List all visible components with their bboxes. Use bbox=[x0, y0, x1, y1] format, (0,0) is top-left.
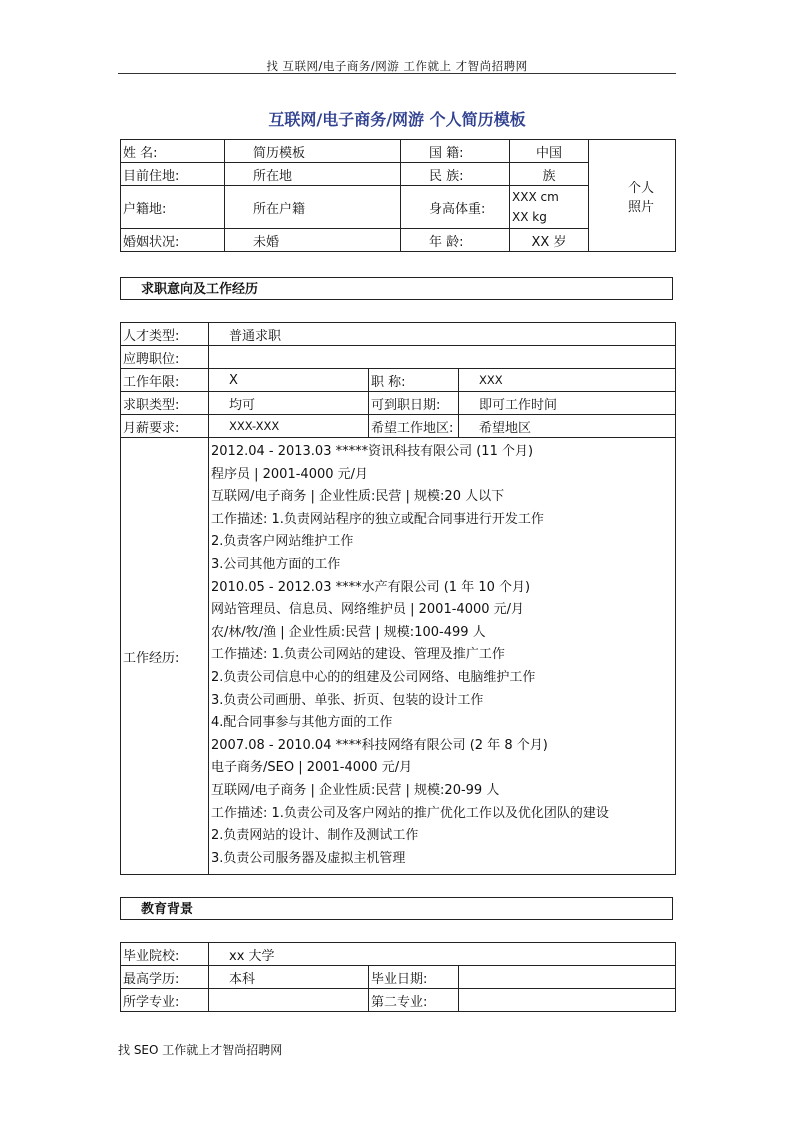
hukou-label: 户籍地: bbox=[121, 186, 225, 229]
job-type-value: 均可 bbox=[209, 392, 369, 415]
height-value: XXX cm bbox=[512, 190, 559, 204]
nationality-value: 中国 bbox=[510, 140, 589, 163]
experience-label: 工作经历: bbox=[121, 438, 209, 875]
position-value bbox=[209, 346, 676, 369]
experience-line: 4.配合同事参与其他方面的工作 bbox=[211, 715, 393, 731]
position-label: 应聘职位: bbox=[121, 346, 209, 369]
page-footer: 找 SEO 工作就上才智尚招聘网 bbox=[118, 1043, 283, 1057]
photo-label-line1: 个人 bbox=[627, 180, 654, 196]
ethnicity-value: 族 bbox=[510, 163, 589, 186]
marital-label: 婚姻状况: bbox=[121, 229, 225, 252]
name-value: 简历模板 bbox=[225, 140, 401, 163]
education-table bbox=[120, 942, 676, 1012]
experience-line: 2007.08 - 2010.04 ****科技网络有限公司 (2 年 8 个月) bbox=[211, 737, 548, 753]
residence-value: 所在地 bbox=[225, 163, 401, 186]
talent-type-label: 人才类型: bbox=[121, 323, 209, 346]
ethnicity-label: 民 族: bbox=[401, 163, 510, 186]
height-weight-value bbox=[510, 186, 589, 229]
school-label: 毕业院校: bbox=[121, 943, 209, 966]
major-value bbox=[209, 989, 369, 1012]
title-value: XXX bbox=[459, 369, 676, 392]
experience-line: 农/林/牧/渔 | 企业性质:民营 | 规模:100-499 人 bbox=[211, 624, 486, 640]
experience-line: 2010.05 - 2012.03 ****水产有限公司 (1 年 10 个月) bbox=[211, 579, 531, 595]
age-label: 年 龄: bbox=[401, 229, 510, 252]
residence-label: 目前住地: bbox=[121, 163, 225, 186]
weight-value: XX kg bbox=[512, 210, 547, 224]
experience-line: 工作描述: 1.负责公司网站的建设、管理及推广工作 bbox=[211, 647, 505, 663]
experience-lines bbox=[211, 441, 673, 870]
degree-value: 本科 bbox=[209, 966, 369, 989]
personal-info-table bbox=[120, 139, 676, 252]
experience-line: 网站管理员、信息员、网络维护员 | 2001-4000 元/月 bbox=[211, 602, 525, 618]
second-major-label: 第二专业: bbox=[369, 989, 459, 1012]
experience-line: 互联网/电子商务 | 企业性质:民营 | 规模:20 人以下 bbox=[211, 489, 505, 505]
years-label: 工作年限: bbox=[121, 369, 209, 392]
experience-content bbox=[209, 438, 676, 875]
page-header: 找 互联网/电子商务/网游 工作就上 才智尚招聘网 bbox=[266, 59, 528, 73]
experience-line: 2012.04 - 2013.03 *****资讯科技有限公司 (11 个月) bbox=[211, 444, 534, 459]
grad-date-label: 毕业日期: bbox=[369, 966, 459, 989]
experience-line: 电子商务/SEO | 2001-4000 元/月 bbox=[211, 760, 413, 776]
experience-line: 3.公司其他方面的工作 bbox=[211, 556, 341, 572]
experience-line: 2.负责客户网站维护工作 bbox=[211, 534, 354, 550]
talent-type-value: 普通求职 bbox=[209, 323, 676, 346]
photo-label-line2: 照片 bbox=[627, 199, 654, 215]
available-date-value: 即可工作时间 bbox=[459, 392, 676, 415]
job-intention-table bbox=[120, 322, 676, 875]
second-major-value bbox=[459, 989, 676, 1012]
major-label: 所学专业: bbox=[121, 989, 209, 1012]
school-value: xx 大学 bbox=[209, 943, 676, 966]
hukou-value: 所在户籍 bbox=[225, 186, 401, 229]
section-education-header: 教育背景 bbox=[120, 897, 673, 920]
title-label: 职 称: bbox=[369, 369, 459, 392]
age-value: XX 岁 bbox=[510, 229, 589, 252]
experience-line: 3.负责公司服务器及虚拟主机管理 bbox=[211, 850, 406, 866]
height-weight-label: 身高体重: bbox=[401, 186, 510, 229]
grad-date-value bbox=[459, 966, 676, 989]
experience-line: 程序员 | 2001-4000 元/月 bbox=[211, 466, 369, 482]
experience-line: 2.负责公司信息中心的的组建及公司网络、电脑维护工作 bbox=[211, 669, 536, 685]
section-job-intention-header: 求职意向及工作经历 bbox=[120, 277, 673, 300]
salary-label: 月薪要求: bbox=[121, 415, 209, 438]
available-date-label: 可到职日期: bbox=[369, 392, 459, 415]
photo-placeholder bbox=[589, 140, 676, 252]
name-label: 姓 名: bbox=[121, 140, 225, 163]
years-value: X bbox=[209, 369, 369, 392]
region-label: 希望工作地区: bbox=[369, 415, 459, 438]
experience-line: 互联网/电子商务 | 企业性质:民营 | 规模:20-99 人 bbox=[211, 782, 500, 798]
experience-line: 工作描述: 1.负责公司及客户网站的推广优化工作以及优化团队的建设 bbox=[211, 805, 609, 821]
marital-value: 未婚 bbox=[225, 229, 401, 252]
region-value: 希望地区 bbox=[459, 415, 676, 438]
experience-line: 工作描述: 1.负责网站程序的独立或配合同事进行开发工作 bbox=[211, 511, 544, 527]
header-divider bbox=[118, 73, 676, 74]
experience-line: 2.负责网站的设计、制作及测试工作 bbox=[211, 828, 419, 844]
job-type-label: 求职类型: bbox=[121, 392, 209, 415]
experience-line: 3.负责公司画册、单张、折页、包装的设计工作 bbox=[211, 692, 484, 708]
salary-value: XXX-XXX bbox=[209, 415, 369, 438]
nationality-label: 国 籍: bbox=[401, 140, 510, 163]
degree-label: 最高学历: bbox=[121, 966, 209, 989]
document-title: 互联网/电子商务/网游 个人简历模板 bbox=[268, 110, 526, 129]
